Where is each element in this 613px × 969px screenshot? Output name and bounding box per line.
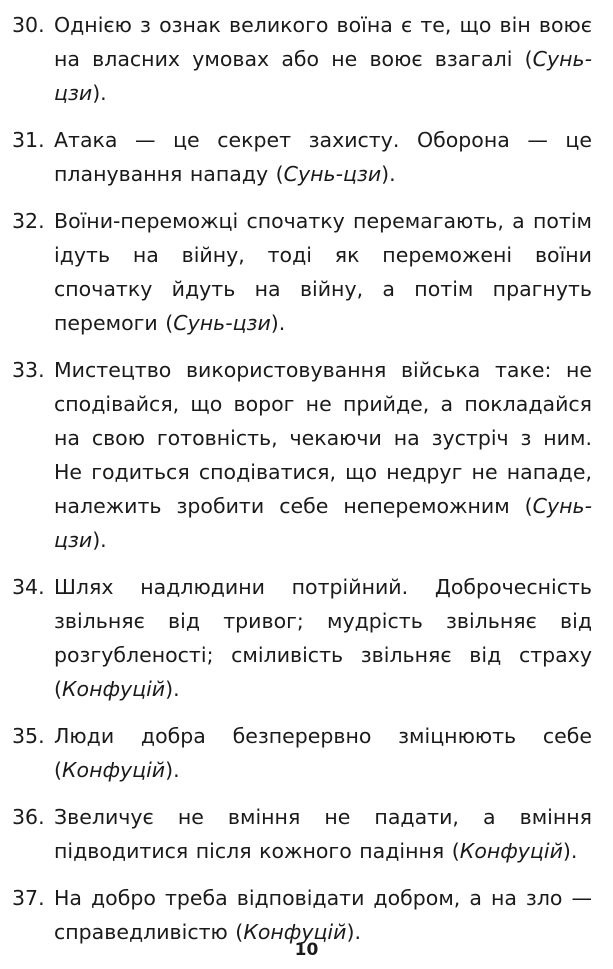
quote-body: Шлях надлюдини потрійний. Доброчесність звільняє від тривог; мудрість звільняє від розгубленості; сміливість звільняє від страху (: [54, 575, 592, 701]
quote-number: 35.: [12, 724, 45, 748]
quote-text: [54, 570, 592, 706]
quote-item: [12, 353, 592, 557]
quote-closing: ).: [562, 839, 578, 863]
quote-body: На добро треба відповідати добром, а на зло — справедливістю (: [54, 886, 592, 944]
quote-author: Сунь-цзи: [283, 162, 382, 186]
quote-author: Конфуцій: [62, 758, 166, 782]
quote-author: Конфуцій: [243, 920, 347, 944]
quote-closing: ).: [92, 528, 107, 552]
quote-item: [12, 123, 592, 191]
quote-body: Атака — це секрет захисту. Оборона — це планування нападу (: [54, 128, 592, 186]
quote-body: Люди добра безперервно зміцнюють себе (: [54, 724, 592, 782]
quote-author: Сунь-цзи: [173, 311, 271, 335]
quote-number: 33.: [12, 358, 45, 382]
quote-text: [54, 8, 592, 110]
quote-text: [54, 123, 592, 191]
quote-number: 30.: [12, 13, 45, 37]
quote-body: Звеличує не вміння не падати, а вміння підводитися після кожного падіння (: [54, 805, 592, 863]
page-number: 10: [294, 940, 319, 960]
quote-text: [54, 353, 592, 557]
quote-number: 36.: [12, 805, 45, 829]
quote-item: [12, 8, 592, 110]
quote-author: Сунь-цзи: [54, 494, 592, 552]
quote-text: [54, 800, 592, 868]
quote-number: 34.: [12, 575, 45, 599]
quote-item: [12, 719, 592, 787]
quote-closing: ).: [92, 81, 107, 105]
quote-closing: ).: [381, 162, 396, 186]
quote-closing: ).: [346, 920, 361, 944]
quote-body: Воїни-переможці спочатку перемагають, а потім ідуть на війну, тоді як переможені воїни спочатку йдуть на війну, а потім прагнуть перемоги (: [54, 209, 592, 335]
quote-list: [12, 8, 592, 962]
quote-closing: ).: [165, 758, 180, 782]
quote-number: 37.: [12, 886, 45, 910]
quote-closing: ).: [270, 311, 286, 335]
quote-item: [12, 800, 592, 868]
quote-text: [54, 719, 592, 787]
quote-author: Конфуцій: [62, 677, 166, 701]
quote-closing: ).: [165, 677, 180, 701]
quote-item: [12, 570, 592, 706]
quote-body: Однією з ознак великого воїна є те, що він воює на власних умовах або не воює взагалі (: [54, 13, 592, 71]
quote-author: Сунь-цзи: [54, 47, 592, 105]
quote-author: Конфуцій: [459, 839, 563, 863]
quote-number: 31.: [12, 128, 45, 152]
quote-text: [54, 204, 592, 340]
quote-number: 32.: [12, 209, 45, 233]
quote-body: Мистецтво використовування війська таке: не сподівайся, що ворог не прийде, а покладайся на свою готовність, чекаючи на зустріч з ним. Не годиться сподіватися, що недруг не нападе, належить зробити себе непереможним (: [54, 358, 592, 518]
quote-item: [12, 204, 592, 340]
